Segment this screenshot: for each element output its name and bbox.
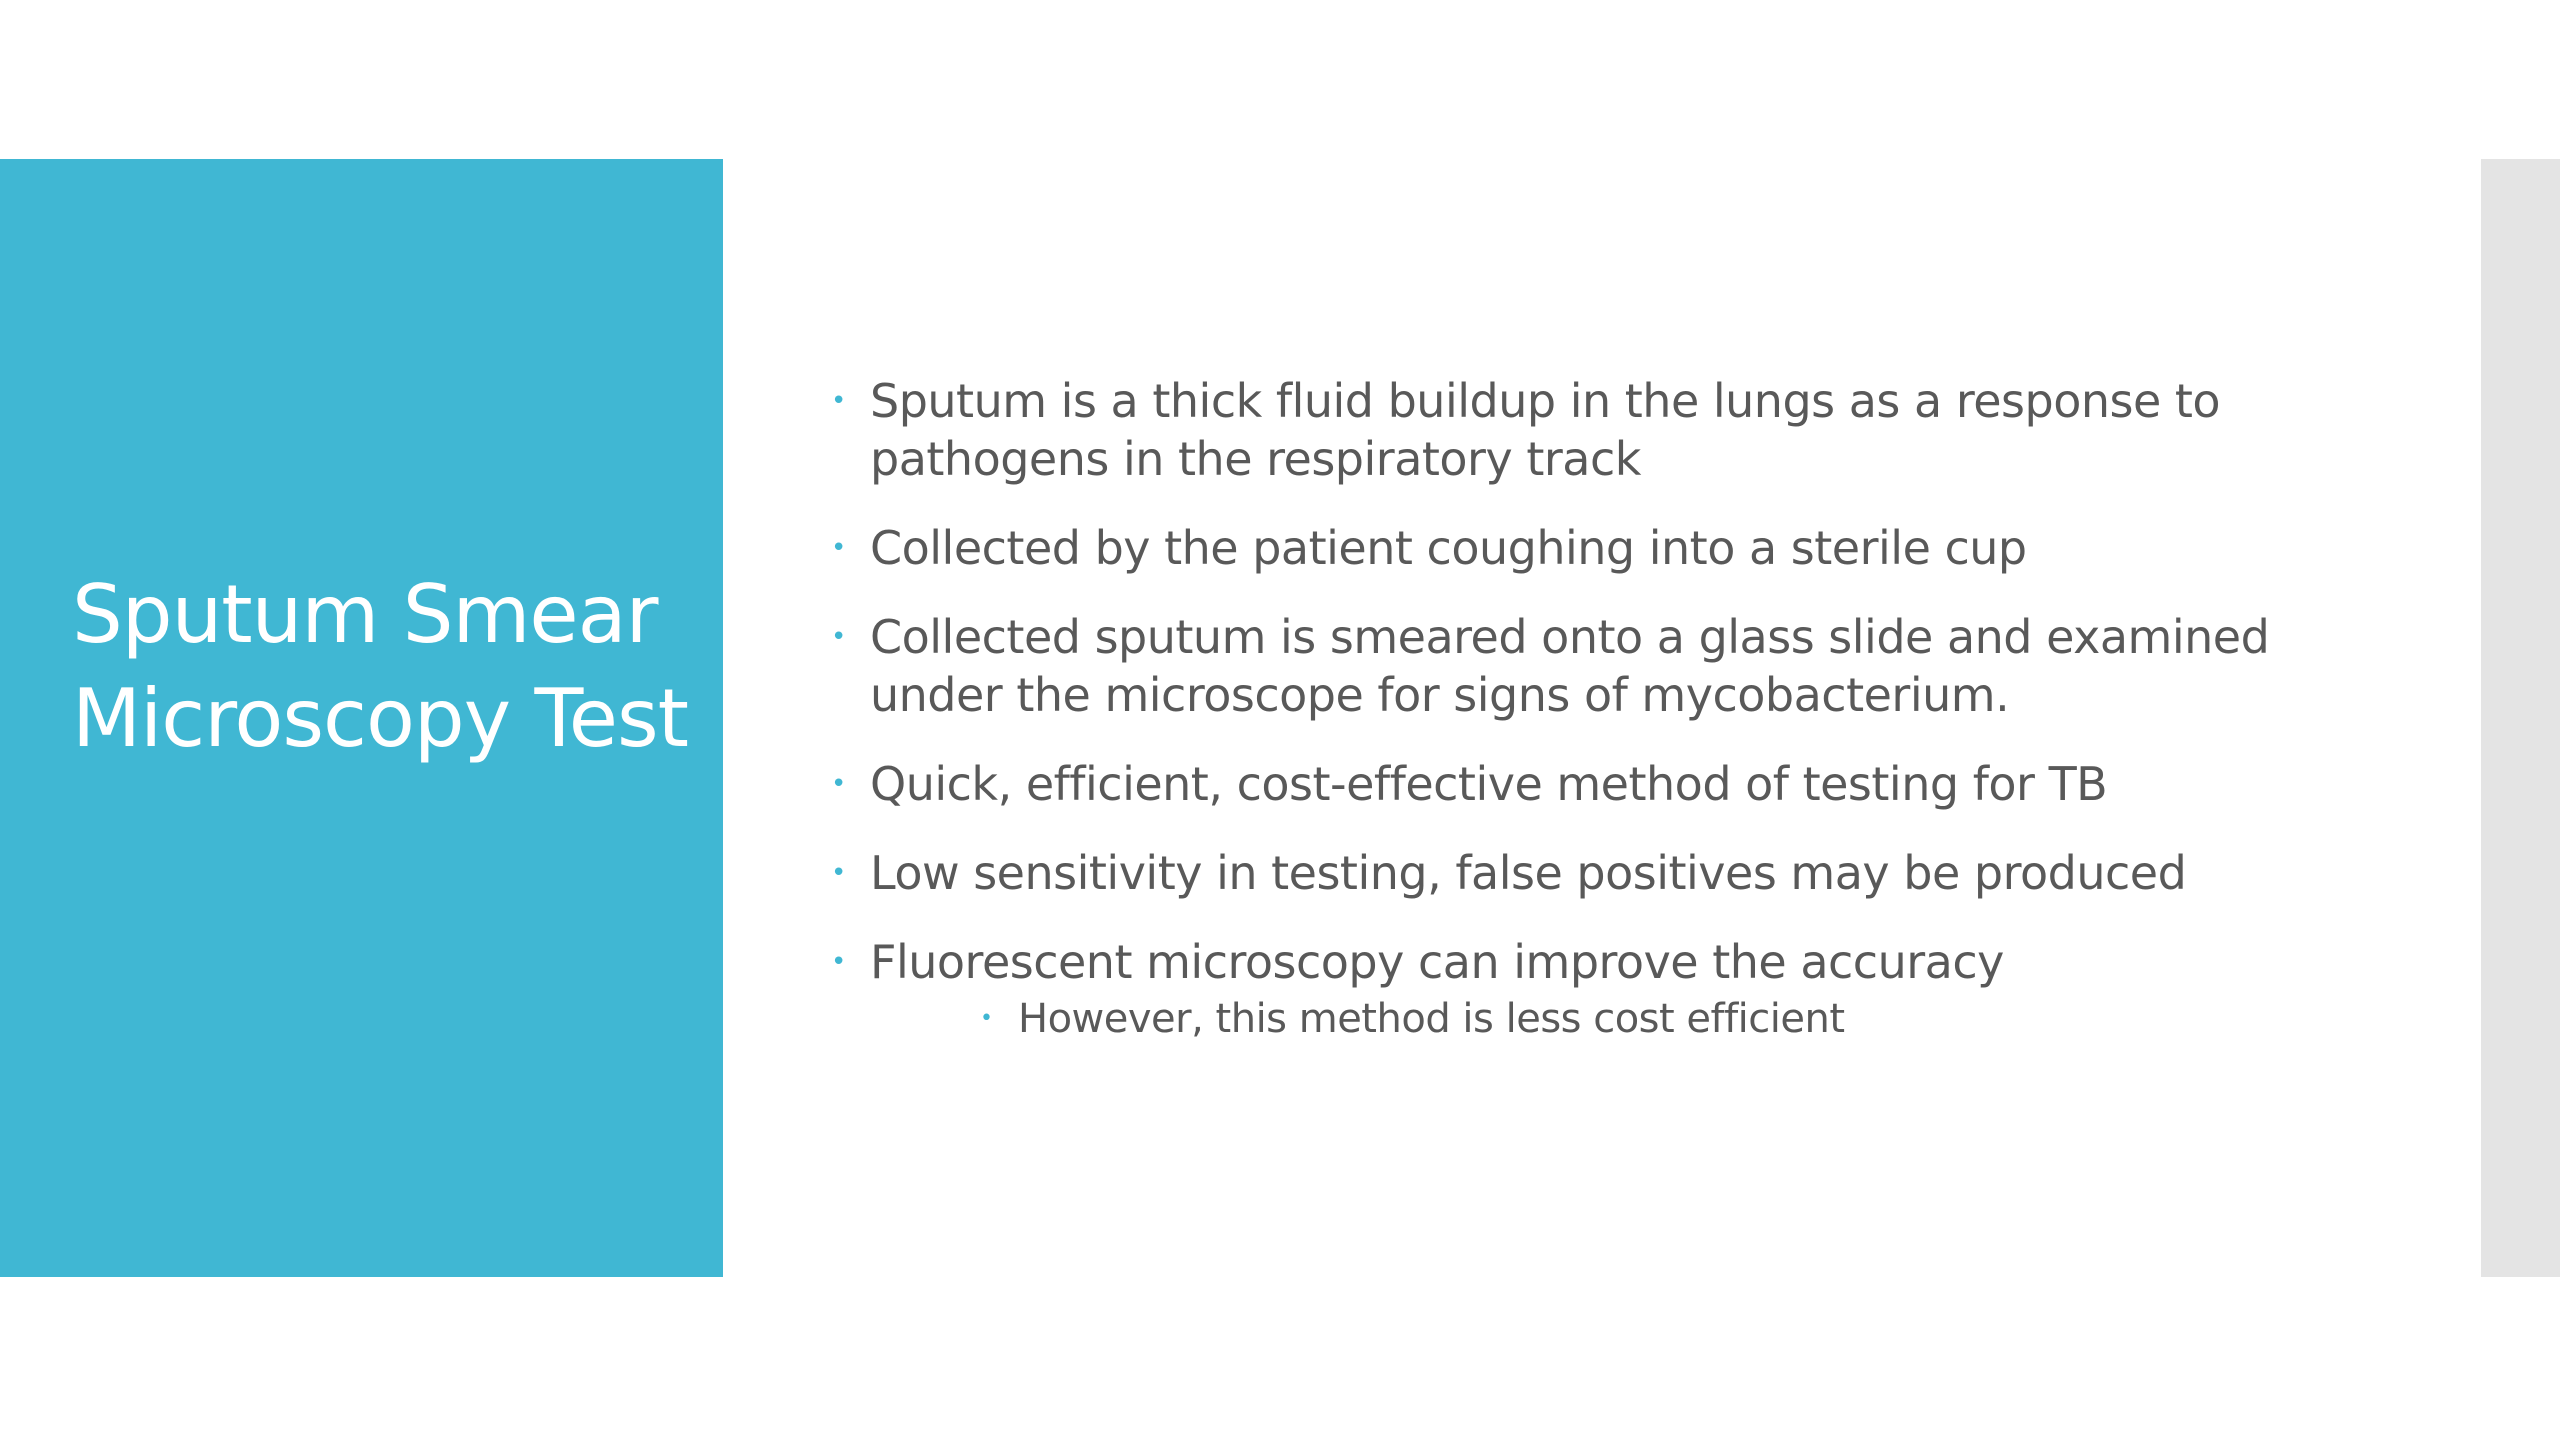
bullet-text: Low sensitivity in testing, false positives may be produced <box>870 846 2187 900</box>
bullet-item <box>828 755 2328 813</box>
bullet-dot-icon: • <box>831 386 846 416</box>
bullet-item <box>828 519 2328 577</box>
sub-bullet-text: However, this method is less cost efficient <box>1018 996 1845 1042</box>
bullet-dot-icon: • <box>831 533 846 563</box>
bullet-dot-icon: • <box>831 769 846 799</box>
bullet-text: Collected by the patient coughing into a sterile cup <box>870 521 2027 575</box>
bullet-text: Collected sputum is smeared onto a glass slide and examined under the microscope for signs of mycobacterium. <box>870 610 2270 722</box>
bullet-item <box>828 933 2328 1045</box>
bullet-item <box>828 372 2328 488</box>
bullet-list <box>828 372 2328 1045</box>
bullet-dot-icon: • <box>831 622 846 652</box>
bullet-text: Fluorescent microscopy can improve the accuracy <box>870 935 2004 989</box>
sub-bullet-dot-icon: • <box>980 1006 993 1031</box>
bullet-item <box>828 844 2328 902</box>
right-side-bar <box>2481 159 2560 1277</box>
sub-bullet-item <box>870 993 2328 1045</box>
sub-bullet-list <box>870 993 2328 1045</box>
bullet-dot-icon: • <box>831 947 846 977</box>
slide-title: Sputum Smear Microscopy Test <box>72 568 689 765</box>
bullet-text: Quick, efficient, cost-effective method of testing for TB <box>870 757 2108 811</box>
bullet-dot-icon: • <box>831 858 846 888</box>
bullet-item <box>828 608 2328 724</box>
bullet-text: Sputum is a thick fluid buildup in the lungs as a response to pathogens in the respiratory track <box>870 374 2221 486</box>
